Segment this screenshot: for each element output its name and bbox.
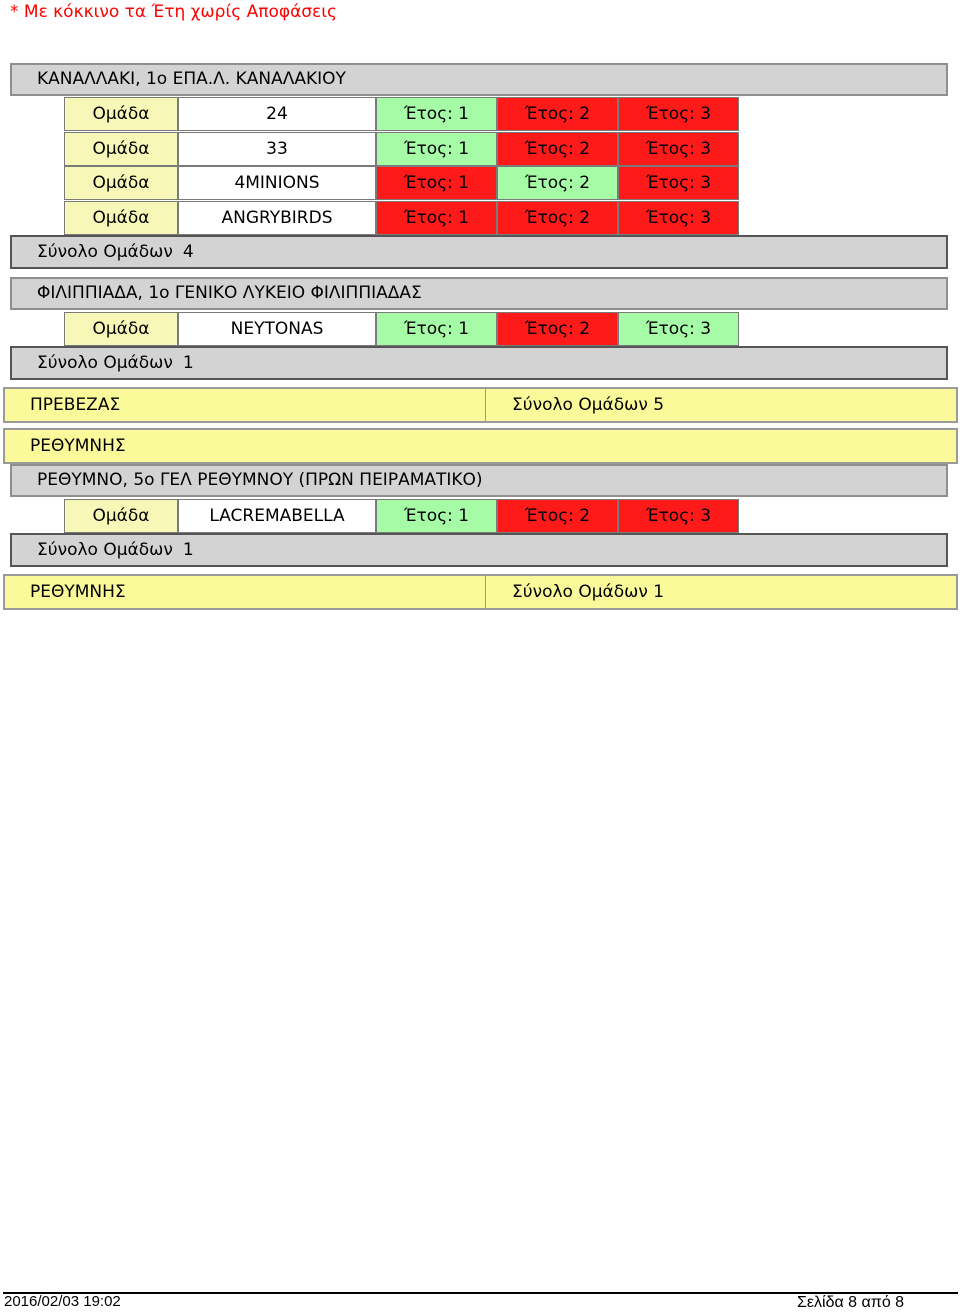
team-row	[64, 166, 739, 200]
team-name: 24	[178, 97, 376, 131]
school-header: ΚΑΝΑΛΛΑΚΙ, 1ο ΕΠΑ.Λ. ΚΑΝΑΛΑΚΙΟΥ	[10, 63, 948, 96]
year-2-cell: Έτος: 2	[497, 201, 618, 235]
year-2-cell: Έτος: 2	[497, 97, 618, 131]
team-name: LACREMABELLA	[178, 499, 376, 533]
region-name: ΡΕΘΥΜΝΗΣ	[30, 436, 126, 456]
year-3-cell: Έτος: 3	[618, 97, 739, 131]
year-2-cell: Έτος: 2	[497, 166, 618, 200]
year-2-cell: Έτος: 2	[497, 132, 618, 166]
school-header: ΡΕΘΥΜΝΟ, 5ο ΓΕΛ ΡΕΘΥΜΝΟΥ (ΠΡΩΝ ΠΕΙΡΑΜΑΤΙΚΟ)	[10, 464, 948, 497]
region-name: ΡΕΘΥΜΝΗΣ	[30, 582, 126, 602]
team-label: Ομάδα	[64, 499, 178, 533]
year-1-cell: Έτος: 1	[376, 499, 497, 533]
footer-page-number: Σελίδα 8 από 8	[797, 1294, 905, 1311]
region-name: ΠΡΕΒΕΖΑΣ	[30, 395, 121, 415]
region-summary-bar	[3, 387, 958, 423]
team-label: Ομάδα	[64, 132, 178, 166]
year-3-cell: Έτος: 3	[618, 312, 739, 346]
team-total-bar	[10, 235, 948, 269]
total-count: 1	[182, 540, 194, 560]
year-3-cell: Έτος: 3	[618, 201, 739, 235]
team-row	[64, 312, 739, 346]
team-row	[64, 499, 739, 533]
team-total-bar	[10, 346, 948, 380]
school-header: ΦΙΛΙΠΠΙΑΔΑ, 1ο ΓΕΝΙΚΟ ΛΥΚΕΙΟ ΦΙΛΙΠΠΙΑΔΑΣ	[10, 277, 948, 310]
region-total: Σύνολο Ομάδων 1	[485, 576, 664, 608]
year-1-cell: Έτος: 1	[376, 166, 497, 200]
team-name: 4MINIONS	[178, 166, 376, 200]
total-label: Σύνολο Ομάδων	[37, 242, 173, 262]
year-2-cell: Έτος: 2	[497, 312, 618, 346]
year-1-cell: Έτος: 1	[376, 97, 497, 131]
total-count: 4	[182, 242, 194, 262]
footer-date: 2016/02/03 19:02	[4, 1293, 121, 1310]
team-name: 33	[178, 132, 376, 166]
team-name: NEYTONAS	[178, 312, 376, 346]
team-label: Ομάδα	[64, 97, 178, 131]
legend-text: * Με κόκκινο τα Έτη χωρίς Αποφάσεις	[10, 2, 337, 22]
year-3-cell: Έτος: 3	[618, 499, 739, 533]
team-row	[64, 201, 739, 235]
team-name: ANGRYBIRDS	[178, 201, 376, 235]
team-total-bar	[10, 533, 948, 567]
team-row	[64, 97, 739, 131]
total-count: 1	[182, 353, 194, 373]
team-label: Ομάδα	[64, 166, 178, 200]
region-total: Σύνολο Ομάδων 5	[485, 389, 664, 421]
year-1-cell: Έτος: 1	[376, 132, 497, 166]
total-label: Σύνολο Ομάδων	[37, 353, 173, 373]
team-label: Ομάδα	[64, 312, 178, 346]
team-row	[64, 132, 739, 166]
region-summary-bar	[3, 574, 958, 610]
year-1-cell: Έτος: 1	[376, 201, 497, 235]
total-label: Σύνολο Ομάδων	[37, 540, 173, 560]
year-2-cell: Έτος: 2	[497, 499, 618, 533]
region-header	[3, 428, 958, 464]
year-1-cell: Έτος: 1	[376, 312, 497, 346]
year-3-cell: Έτος: 3	[618, 166, 739, 200]
year-3-cell: Έτος: 3	[618, 132, 739, 166]
team-label: Ομάδα	[64, 201, 178, 235]
